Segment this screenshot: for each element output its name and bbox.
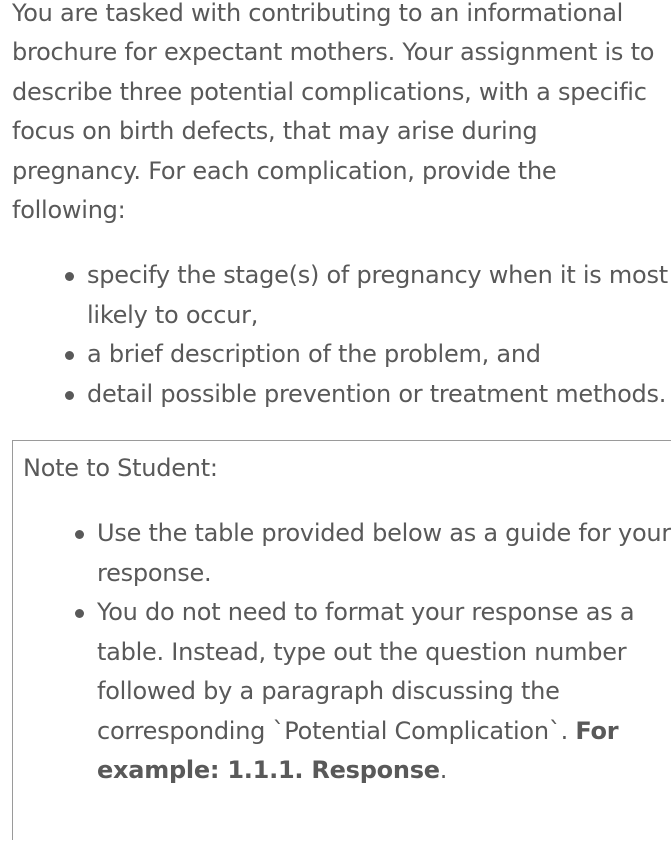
list-item: specify the stage(s) of pregnancy when it is most likely to occur,	[87, 256, 671, 335]
note-title: Note to Student:	[23, 454, 218, 483]
list-item	[97, 593, 671, 790]
note-example-bold: For example: 1.1.1. Response	[97, 716, 619, 784]
requirements-list	[12, 256, 671, 414]
note-item-suffix: .	[439, 755, 448, 784]
note-item-text: You do not need to format your response as a table. Instead, type out the question number followed by a paragraph discussing the corresponding `Potential Complication`.	[97, 598, 635, 745]
intro-paragraph: You are tasked with contributing to an informational brochure for expectant mothers. Your assignment is to describe three potential complications, with a specific focus on birth defects, that may arise during pregnancy. For each complication, provide the following:	[12, 0, 655, 225]
list-item	[97, 514, 671, 593]
note-box	[12, 440, 671, 840]
list-item: detail possible prevention or treatment methods.	[87, 375, 671, 414]
note-list	[23, 514, 671, 790]
note-item-text: Use the table provided below as a guide for your response.	[97, 519, 671, 587]
list-item: a brief description of the problem, and	[87, 335, 671, 374]
